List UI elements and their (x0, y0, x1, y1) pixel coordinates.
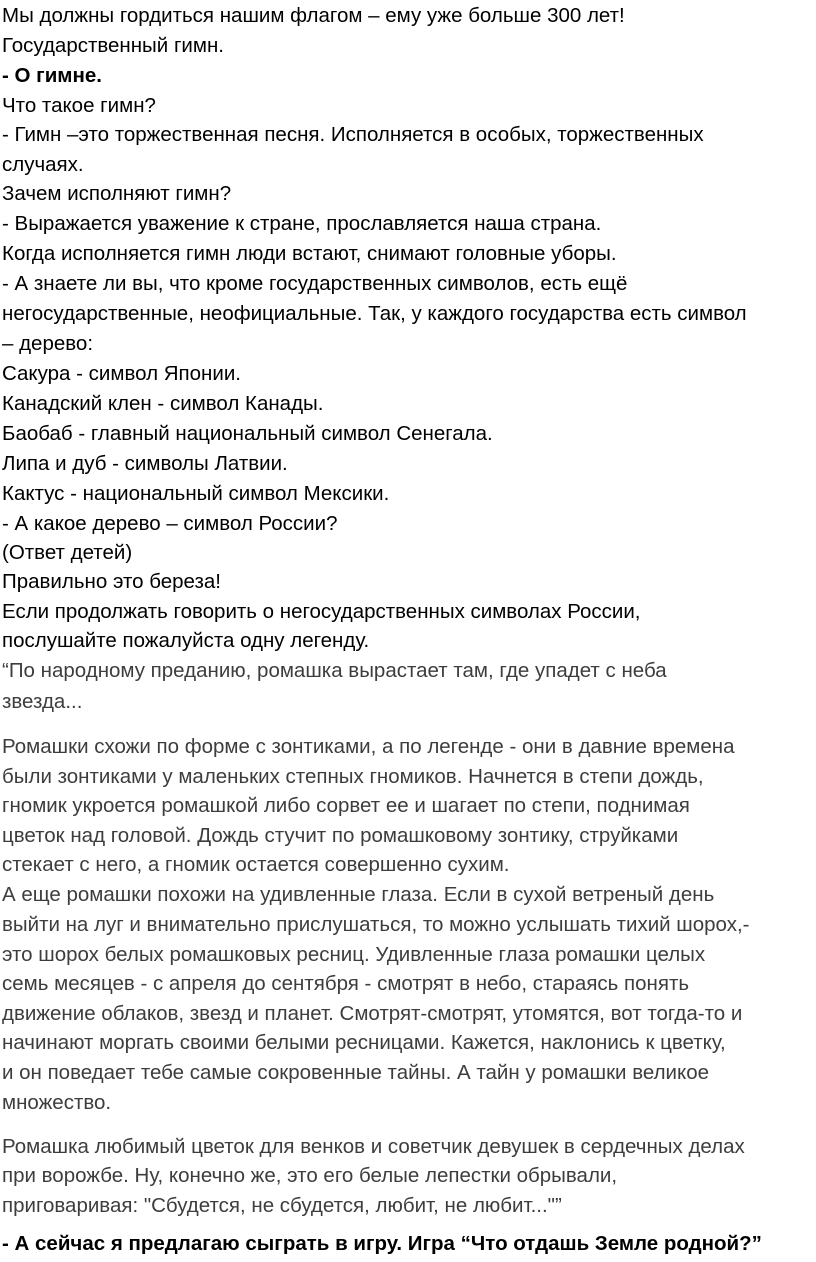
legend-text-line: А еще ромашки похожи на удивленные глаза. Если в сухой ветреный день (2, 883, 715, 906)
text-line: Баобаб - главный национальный символ Сенегала. (2, 422, 493, 445)
text-line: Государственный гимн. (2, 34, 224, 57)
text-line: Канадский клен - символ Канады. (2, 392, 324, 415)
text-line: Правильно это береза! (2, 570, 221, 593)
text-line: послушайте пожалуйста одну легенду. (2, 629, 370, 652)
legend-text-line: и он поведает тебе самые сокровенные тайны. А тайн у ромашки великое (2, 1061, 709, 1084)
game-heading: - А сейчас я предлагаю сыграть в игру. Игра “Что отдашь Земле родной?” (2, 1232, 762, 1255)
legend-text-line: семь месяцев - с апреля до сентября - смотрят в небо, стараясь понять (2, 972, 690, 995)
legend-text-line: стекает с него, а гномик остается совершенно сухим. (2, 853, 510, 876)
legend-text-line: выйти на луг и внимательно прислушаться, то можно услышать тихий шорох,- (2, 913, 750, 936)
text-line: Зачем исполняют гимн? (2, 182, 232, 205)
legend-text-line: звезда... (2, 690, 83, 713)
text-line: негосударственные, неофициальные. Так, у каждого государства есть символ (2, 302, 747, 325)
legend-text-line: это шорох белых ромашковых ресниц. Удивленные глаза ромашки целых (2, 943, 706, 966)
text-line: - Выражается уважение к стране, прославляется наша страна. (2, 212, 602, 235)
text-line: Сакура - символ Японии. (2, 362, 241, 385)
text-line: Липа и дуб - символы Латвии. (2, 452, 288, 475)
text-line: Если продолжать говорить о негосударственных символах России, (2, 600, 641, 623)
legend-text-line: “По народному преданию, ромашка вырастает там, где упадет с неба (2, 659, 667, 682)
legend-text-line: были зонтиками у маленьких степных гномиков. Начнется в степи дождь, (2, 765, 704, 788)
legend-text-line: гномик укроется ромашкой либо сорвет ее и шагает по степи, поднимая (2, 794, 690, 817)
legend-text-line: при ворожбе. Ну, конечно же, это его белые лепестки обрывали, (2, 1164, 618, 1187)
section-heading: - О гимне. (2, 64, 102, 87)
text-line: Мы должны гордиться нашим флагом – ему уже больше 300 лет! (2, 4, 625, 27)
legend-text-line: множество. (2, 1091, 112, 1114)
text-line: – дерево: (2, 332, 94, 355)
text-line: (Ответ детей) (2, 541, 133, 564)
legend-text-line: Ромашка любимый цветок для венков и советчик девушек в сердечных делах (2, 1135, 745, 1158)
text-line: Кактус - национальный символ Мексики. (2, 482, 390, 505)
legend-text-line: приговаривая: "Сбудется, не сбудется, любит, не любит..."” (2, 1194, 562, 1217)
text-line: Что такое гимн? (2, 94, 156, 117)
legend-text-line: движение облаков, звезд и планет. Смотрят-смотрят, утомятся, вот тогда-то и (2, 1002, 743, 1025)
text-line: Когда исполняется гимн люди встают, снимают головные уборы. (2, 242, 617, 265)
legend-text-line: цветок над головой. Дождь стучит по ромашковому зонтику, струйками (2, 824, 679, 847)
legend-text-line: Ромашки схожи по форме с зонтиками, а по легенде - они в давние времена (2, 735, 735, 758)
text-line: случаях. (2, 153, 84, 176)
legend-text-line: начинают моргать своими белыми ресницами. Кажется, наклонись к цветку, (2, 1031, 726, 1054)
text-line: - А знаете ли вы, что кроме государственных символов, есть ещё (2, 272, 628, 295)
text-line: - А какое дерево – символ России? (2, 512, 338, 535)
text-line: - Гимн –это торжественная песня. Исполняется в особых, торжественных (2, 123, 704, 146)
